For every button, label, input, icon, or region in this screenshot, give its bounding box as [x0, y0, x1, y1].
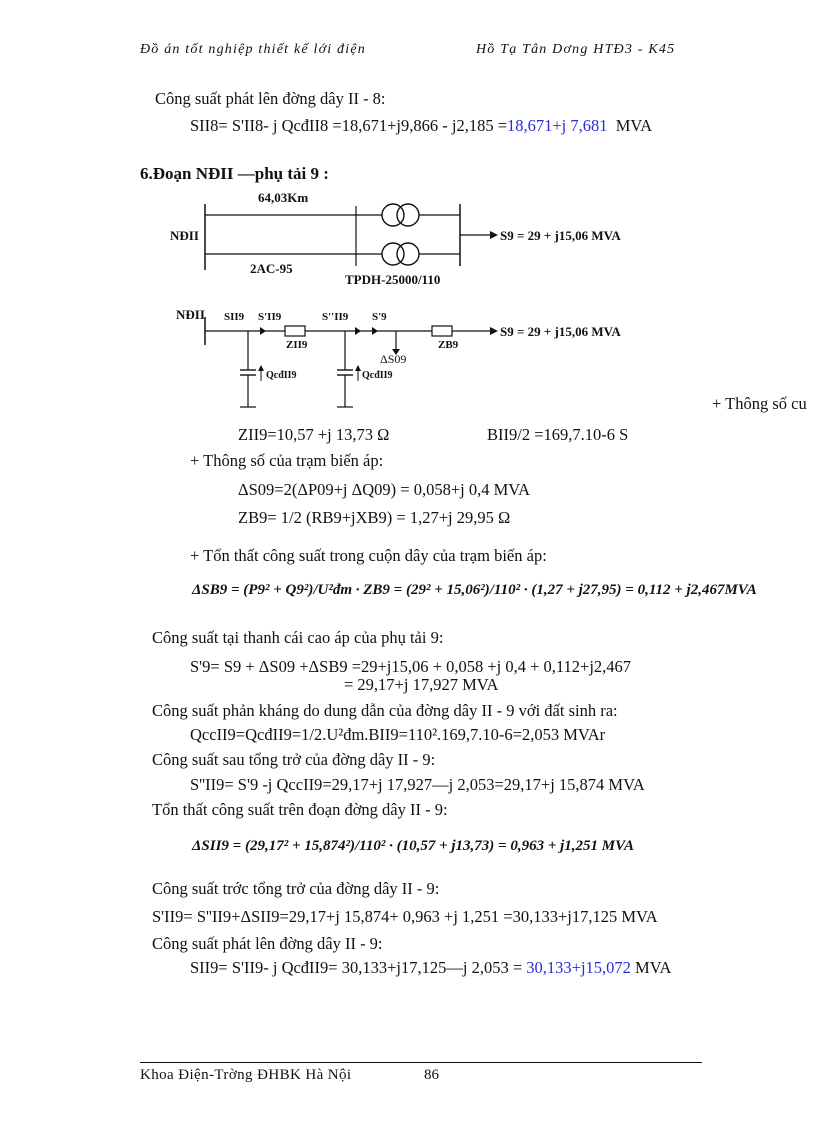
section-heading: 6.Đoạn NĐII —phụ tải 9 :: [140, 164, 329, 183]
qcd1-arrow-head: [258, 365, 264, 371]
ds09-equation: ΔS09=2(ΔP09+j ΔQ09) = 0,058+j 0,4 MVA: [238, 480, 530, 499]
sec8-result: 18,671+j 7,681: [507, 116, 608, 135]
z-ii9-label: ZII9: [286, 339, 308, 351]
eq-source-label: NĐII: [176, 307, 205, 322]
before-title: Công suất trớc tổng trở của đờng dây II - 9:: [152, 879, 440, 898]
sending-result: 30,133+j15,072: [526, 958, 631, 977]
sec8-equation: [190, 116, 652, 136]
z-line-impedance: [285, 326, 305, 336]
s1-ii9-label: S'II9: [258, 311, 282, 323]
loss-title: + Tổn thất công suất trong cuộn dây của trạm biến áp:: [190, 546, 547, 565]
load-bus-eq2: = 29,17+j 17,927 MVA: [344, 675, 499, 694]
sending-unit: MVA: [635, 958, 672, 977]
load-label: S9 = 29 + j15,06 MVA: [500, 228, 621, 243]
zb9-equation: ZB9= 1/2 (RB9+jXB9) = 1,27+j 29,95 Ω: [238, 508, 511, 527]
after-title: Công suất sau tổng trở của đờng dây II - 9:: [152, 750, 436, 769]
transformer-type: TPDH-25000/110: [345, 272, 441, 287]
dsb9-equation: ΔSB9 = (P9² + Q9²)/U²đm · ZB9 = (29² + 15,06²)/110² · (1,27 + j27,95) = 0,112 + j2,467MVA: [192, 582, 757, 598]
load-arrow-head: [490, 231, 498, 239]
reactive-title: Công suất phản kháng do dung dẫn của đờng dây II - 9 với đất sinh ra:: [152, 701, 618, 720]
qcd2-arrow-head: [355, 365, 361, 371]
line-loss-equation: ΔSII9 = (29,17² + 15,874²)/110² · (10,57 + j13,73) = 0,963 + j1,251 MVA: [192, 838, 635, 854]
qcd1-label: QcđII9: [266, 370, 297, 381]
ds09-label: ΔS09: [380, 352, 407, 366]
single-line-diagram: [160, 190, 500, 290]
line-type: 2AC-95: [250, 261, 293, 276]
s2-ii9-label: S''II9: [322, 311, 349, 323]
eq-arrow-s1-9: [372, 327, 378, 335]
s1-9-label: S'9: [372, 311, 387, 323]
eq-load-arrow: [490, 327, 498, 335]
z-b9-label: ZB9: [438, 339, 459, 351]
load-bus-title: Công suất tại thanh cái cao áp của phụ tải 9:: [152, 628, 444, 647]
reactive-equation: QccII9=QcđII9=1/2.U²đm.BII9=110².169,7.10-6=2,053 MVAr: [190, 725, 606, 744]
sending-title: Công suất phát lên đờng dây II - 9:: [152, 934, 383, 953]
footer-text: Khoa Điện-Trờng ĐHBK Hà Nội: [140, 1067, 352, 1083]
side-note: + Thông số cu: [712, 394, 807, 413]
line-length: 64,03Km: [258, 190, 309, 205]
eq-arrow-s2: [355, 327, 361, 335]
page-number: 86: [424, 1067, 439, 1083]
tba-params-title: + Thông số của trạm biến áp:: [190, 451, 384, 470]
transformer-2-secondary: [397, 243, 419, 265]
header-left: Đồ án tốt nghiệp thiết kế lới điện: [140, 42, 366, 57]
eq-arrow-sii9: [260, 327, 266, 335]
b-line-param: BII9/2 =169,7.10-6 S: [487, 425, 629, 444]
after-equation: S''II9= S'9 -j QccII9=29,17+j 17,927—j 2,053=29,17+j 15,874 MVA: [190, 775, 645, 794]
before-equation: S'II9= S''II9+ΔSII9=29,17+j 15,874+ 0,963 +j 1,251 =30,133+j17,125 MVA: [152, 907, 658, 926]
header-right: Hồ Tạ Tân Dơng HTĐ3 - K45: [476, 42, 676, 57]
sec8-unit: MVA: [615, 116, 653, 135]
s-ii9-label: SII9: [224, 311, 245, 323]
source-label: NĐII: [170, 228, 199, 243]
transformer-1-secondary: [397, 204, 419, 226]
sending-eq-text: SII9= S'II9- j QcđII9= 30,133+j17,125—j 2,053 =: [190, 958, 523, 977]
footer-rule: [140, 1062, 702, 1063]
load-bus-eq1: S'9= S9 + ΔS09 +ΔSB9 =29+j15,06 + 0,058 +j 0,4 + 0,112+j2,467: [190, 657, 632, 676]
line-loss-title: Tổn thất công suất trên đoạn đờng dây II - 9:: [152, 800, 448, 819]
sec8-eq-text: SII8= S'II8- j QcđII8 =18,671+j9,866 - j2,185 =: [190, 116, 507, 135]
z-line-param: ZII9=10,57 +j 13,73 Ω: [238, 425, 390, 444]
qcd2-label: QcđII9: [362, 370, 393, 381]
eq-load-label: S9 = 29 + j15,06 MVA: [500, 324, 621, 339]
sending-equation: [190, 958, 671, 978]
sec8-title: Công suất phát lên đờng dây II - 8:: [155, 89, 386, 108]
z-transformer-impedance: [432, 326, 452, 336]
